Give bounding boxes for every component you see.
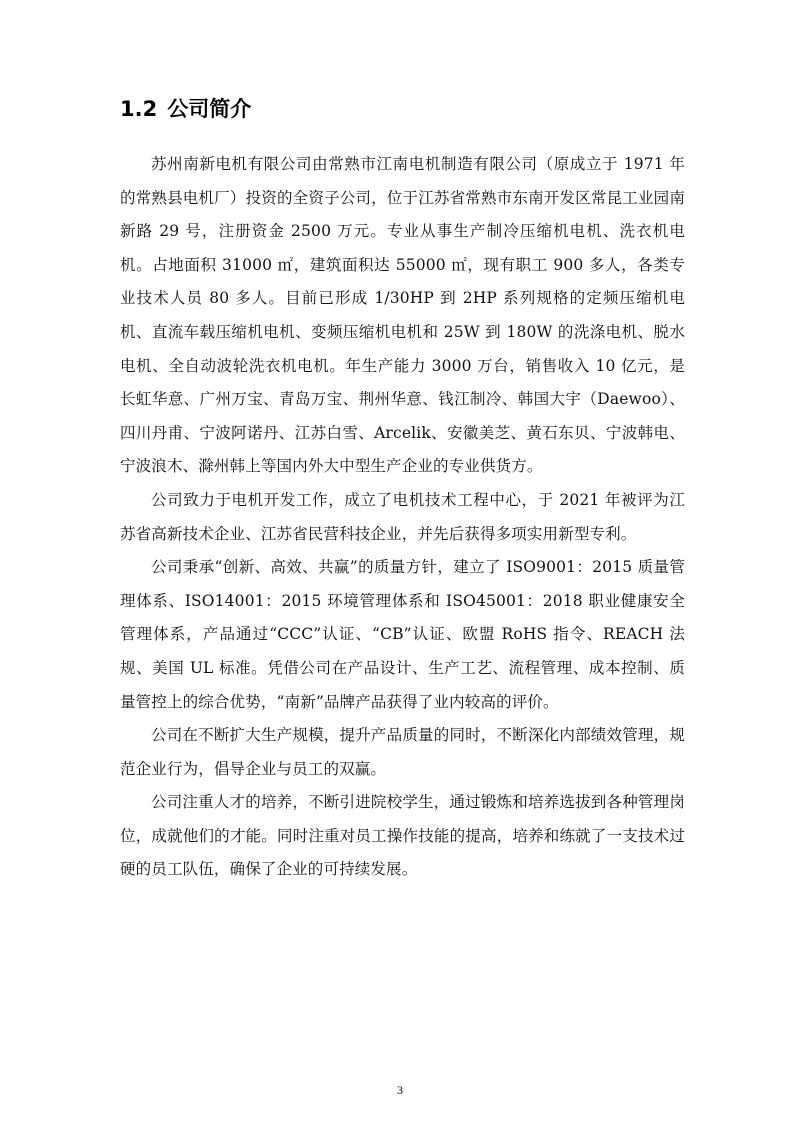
section-title: 公司简介 [167, 97, 252, 121]
paragraph-talent: 公司注重人才的培养，不断引进院校学生，通过锻炼和培养选拔到各种管理岗位，成就他们的才能。同时注重对员工操作技能的提高，培养和练就了一支技术过硬的员工队伍，确保了企业的可持续发展。 [120, 793, 685, 879]
page-number: 3 [397, 1083, 403, 1097]
section-number: 1.2 [120, 97, 158, 121]
paragraph-company-overview: 苏州南新电机有限公司由常熟市江南电机制造有限公司（原成立于 1971 年的常熟县电机厂）投资的全资子公司，位于江苏省常熟市东南开发区常昆工业园南新路 29 号，注册资金 2500 万元。专业从事生产制冷压缩机电机、洗衣机电机。占地面积 31000 ㎡，建筑面积达 55000 ㎡，现有职工 900 多人，各类专业技术人员 80 多人。目前已形成 1/30HP 到 2HP 系列规格的定频压缩机电机、直流车载压缩机电机、变频压缩机电机和 25W 到 180W 的洗涤电机、脱水电机、全自动波轮洗衣机电机。年生产能力 3000 万台，销售收入 10 亿元，是长虹华意、广州万宝、青岛万宝、荆州华意、钱江制冷、韩国大宇（Daewoo）、四川丹甫、宁波阿诺丹、江苏白雪、Arcelik、安徽美芝、黄石东贝、宁波韩电、宁波浪木、滁州韩上等国内外大中型生产企业的专业供货方。 [120, 155, 685, 476]
paragraph-management: 公司在不断扩大生产规模，提升产品质量的同时，不断深化内部绩效管理，规范企业行为，倡导企业与员工的双赢。 [120, 726, 685, 778]
paragraph-quality: 公司秉承“创新、高效、共赢”的质量方针，建立了 ISO9001：2015 质量管理体系、ISO14001：2015 环境管理体系和 ISO45001：2018 职业健康安全管理体系，产品通过“CCC”认证、“CB”认证、欧盟 RoHS 指令、REACH 法规、美国 UL 标准。凭借公司在产品设计、生产工艺、流程管理、成本控制、质量管控上的综合优势，“南新”品牌产品获得了业内较高的评价。 [120, 558, 685, 711]
paragraph-rnd: 公司致力于电机开发工作，成立了电机技术工程中心，于 2021 年被评为江苏省高新技术企业、江苏省民营科技企业，并先后获得多项实用新型专利。 [120, 490, 685, 543]
section-body [120, 148, 685, 887]
section-heading [120, 92, 251, 126]
